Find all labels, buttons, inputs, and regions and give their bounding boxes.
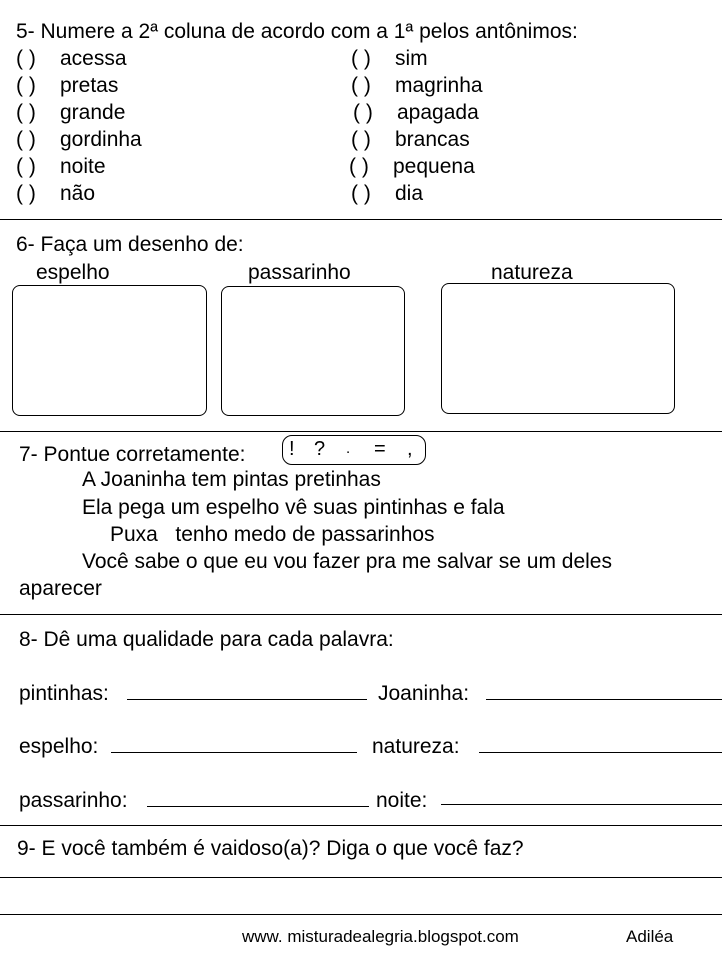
q5-left-paren-4[interactable]: ( ) (16, 128, 36, 151)
footer-author: Adiléa (626, 927, 674, 946)
q6-label-passarinho: passarinho (248, 261, 351, 284)
answer-line-joaninha[interactable] (486, 699, 722, 700)
drawing-box-natureza[interactable] (441, 283, 675, 414)
q5-left-item-6: não (60, 182, 96, 205)
q8-word-passarinho: passarinho: (19, 789, 128, 812)
q5-right-item-6: dia (395, 182, 424, 205)
q5-left-item-4: gordinha (60, 128, 142, 151)
q8-word-natureza: natureza: (372, 735, 460, 758)
q5-right-paren-3[interactable]: ( ) (353, 101, 373, 124)
question-mark: ? (314, 438, 326, 460)
q5-left-paren-3[interactable]: ( ) (16, 101, 36, 124)
q5-right-paren-2[interactable]: ( ) (351, 74, 371, 97)
answer-line-pintinhas[interactable] (127, 699, 367, 700)
q5-right-item-1: sim (395, 47, 428, 70)
answer-line-q9-1[interactable] (0, 877, 722, 878)
section-divider (0, 219, 722, 220)
answer-line-q9-2[interactable] (0, 914, 722, 915)
answer-line-espelho[interactable] (111, 752, 357, 753)
q6-label-natureza: natureza (491, 261, 573, 284)
answer-line-passarinho[interactable] (147, 806, 369, 807)
q7-text-line-4: Você sabe o que eu vou fazer pra me salvar se um deles (82, 550, 612, 573)
q5-left-item-1: acessa (60, 47, 127, 70)
equals-mark: = (374, 438, 386, 460)
section-divider (0, 825, 722, 826)
drawing-box-espelho[interactable] (12, 285, 207, 416)
q6-label-espelho: espelho (36, 261, 110, 284)
q8-word-joaninha: Joaninha: (378, 682, 470, 705)
section-divider (0, 431, 722, 432)
q5-left-paren-5[interactable]: ( ) (16, 155, 36, 178)
q9-title: 9- E você também é vaidoso(a)? Diga o que você faz? (17, 837, 524, 860)
q5-title: 5- Numere a 2ª coluna de acordo com a 1ª pelos antônimos: (16, 20, 578, 43)
q8-title: 8- Dê uma qualidade para cada palavra: (19, 628, 394, 651)
q7-text-line-3: Puxa tenho medo de passarinhos (110, 523, 435, 546)
q5-left-paren-6[interactable]: ( ) (16, 182, 36, 205)
comma-mark: , (407, 438, 413, 460)
q8-word-espelho: espelho: (19, 735, 99, 758)
period-mark: . (346, 440, 351, 457)
footer-url: www. misturadealegria.blogspot.com (242, 927, 519, 946)
exclamation-mark: ! (289, 438, 295, 460)
q5-left-paren-1[interactable]: ( ) (16, 47, 36, 70)
q7-text-line-2: Ela pega um espelho vê suas pintinhas e fala (82, 496, 505, 519)
q7-text-line-5: aparecer (19, 577, 102, 600)
q6-title: 6- Faça um desenho de: (16, 233, 244, 256)
q5-right-item-5: pequena (393, 155, 475, 178)
q5-right-item-3: apagada (397, 101, 479, 124)
q5-right-paren-5[interactable]: ( ) (349, 155, 369, 178)
section-divider (0, 614, 722, 615)
answer-line-natureza[interactable] (479, 752, 722, 753)
q7-text-line-1: A Joaninha tem pintas pretinhas (82, 468, 381, 491)
answer-line-noite[interactable] (441, 804, 722, 805)
punctuation-box (282, 435, 426, 465)
q5-right-paren-6[interactable]: ( ) (351, 182, 371, 205)
q8-word-noite: noite: (376, 789, 428, 812)
q5-right-item-2: magrinha (395, 74, 483, 97)
q5-right-paren-1[interactable]: ( ) (351, 47, 371, 70)
q5-left-paren-2[interactable]: ( ) (16, 74, 36, 97)
q8-word-pintinhas: pintinhas: (19, 682, 109, 705)
q7-title: 7- Pontue corretamente: (19, 443, 246, 466)
q5-left-item-2: pretas (60, 74, 119, 97)
q5-left-item-5: noite (60, 155, 106, 178)
q5-right-item-4: brancas (395, 128, 470, 151)
q5-left-item-3: grande (60, 101, 126, 124)
drawing-box-passarinho[interactable] (221, 286, 405, 416)
q5-right-paren-4[interactable]: ( ) (351, 128, 371, 151)
